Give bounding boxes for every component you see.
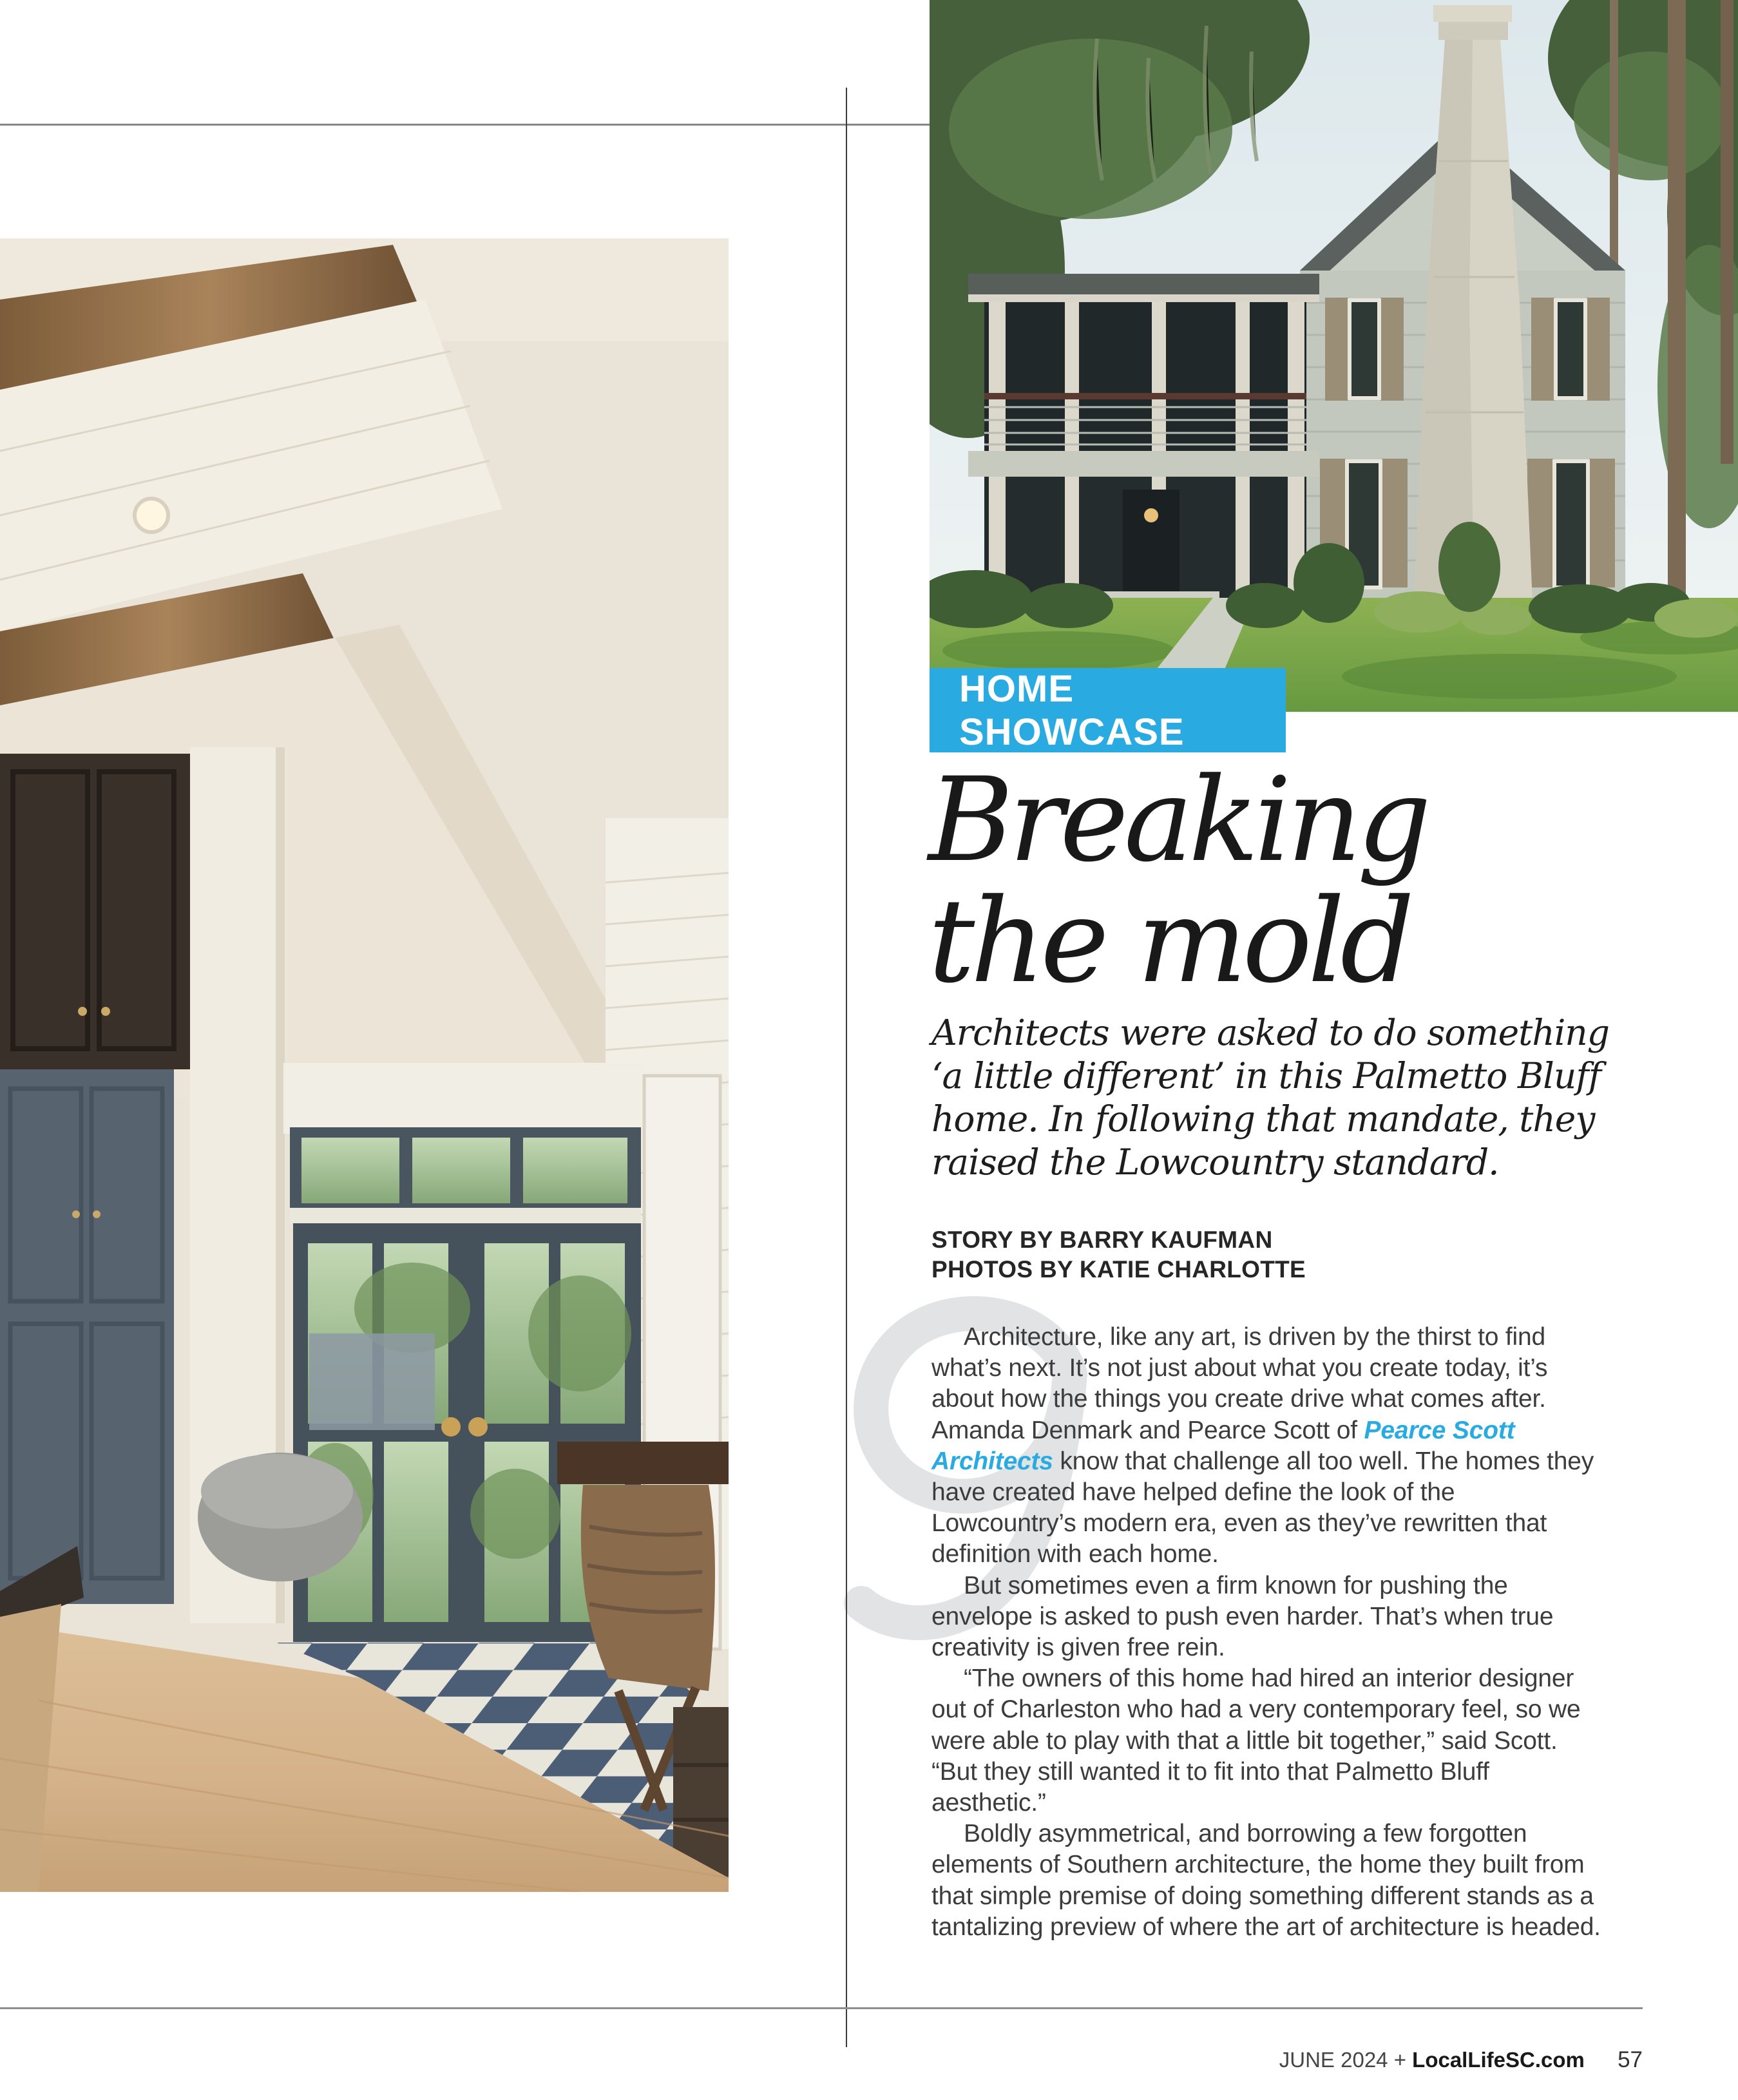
deck-line: raised the Lowcountry standard. [931,1141,1499,1183]
article-title [928,753,1637,1009]
deck-line: home. In following that mandate, they [931,1098,1595,1140]
page-number: 57 [1618,2047,1643,2072]
footer-separator: + [1393,2048,1406,2072]
page-footer [0,2047,1643,2073]
interior-kitchen-photo [0,238,729,1892]
article-title-line1: Breaking [928,753,1427,888]
article-body [931,1322,1605,1943]
bottom-rule [0,2007,1643,2009]
byline [931,1225,1511,1284]
paragraph-1-text: Architecture, like any art, is driven by the thirst to find what’s next. It’s not just about what you create today, it’s about how the things you create drive what comes after. Amanda Denmark and Pearce Scott of [931,1323,1548,1444]
byline-story: STORY BY BARRY KAUFMAN [931,1227,1273,1253]
paragraph-4: Boldly asymmetrical, and borrowing a few forgotten elements of Southern architecture, the home they built from that simple premise of doing something different stands as a tantalizing preview of where the art of architecture is headed. [931,1820,1601,1941]
section-badge-label: HOME SHOWCASE [959,667,1185,753]
article-title-line2: the mold [928,874,1410,1009]
pearce-scott-architects-link[interactable]: Pearce Scott Architects [931,1416,1515,1475]
footer-site: LocalLifeSC.com [1412,2048,1585,2072]
footer-issue: JUNE 2024 [1279,2048,1388,2072]
paragraph-1 [931,1322,1605,1570]
paragraph-3: “The owners of this home had hired an interior designer out of Charleston who had a very contemporary feel, so we were able to play with that a little bit together,” said Scott. “But they still wanted it to fit into that Palmetto Bluff aesthetic.” [931,1665,1581,1817]
paragraph-1-text-after-link: know that challenge all too well. The homes they have created have helped define the look of the Lowcountry’s modern era, even as they’ve rewritten that definition with each home. [931,1447,1594,1569]
section-badge [930,668,1286,752]
paragraph-2: But sometimes even a firm known for pushing the envelope is asked to push even harder. That’s when true creativity is given free rein. [931,1571,1554,1662]
top-rule [0,124,930,126]
deck-line: Architects were asked to do something [931,1012,1609,1053]
column-divider-rule [846,88,847,2047]
byline-photos: PHOTOS BY KATIE CHARLOTTE [931,1256,1306,1283]
home-exterior-photo [930,0,1738,712]
deck-line: ‘a little different’ in this Palmetto Bluff [931,1055,1601,1096]
article-deck [931,1011,1653,1184]
